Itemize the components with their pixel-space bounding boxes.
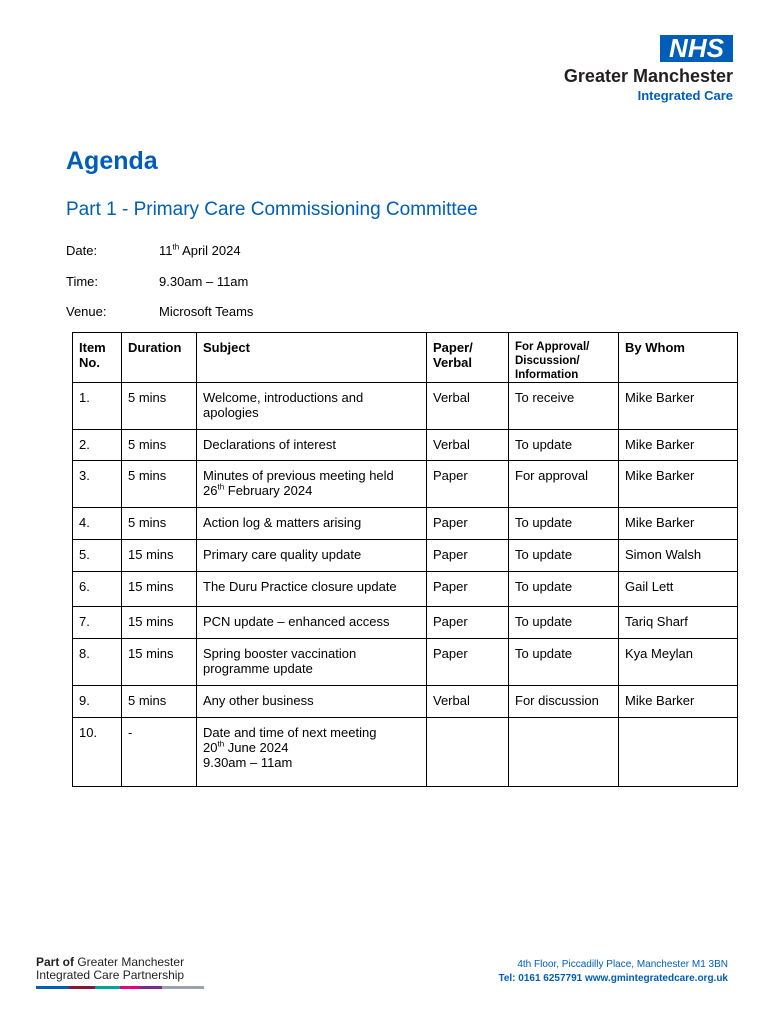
cell-whom xyxy=(619,718,738,787)
cell-subject: Declarations of interest xyxy=(197,430,427,461)
cell-duration: 15 mins xyxy=(122,540,197,572)
table-row xyxy=(73,639,738,686)
agenda-table xyxy=(72,332,738,787)
cell-paper: Paper xyxy=(427,540,509,572)
header-subject: Subject xyxy=(197,333,427,383)
cell-item-no: 8. xyxy=(73,639,122,686)
cell-item-no: 5. xyxy=(73,540,122,572)
cell-approval xyxy=(509,718,619,787)
cell-whom: Mike Barker xyxy=(619,430,738,461)
cell-approval: To update xyxy=(509,508,619,540)
header-duration: Duration xyxy=(122,333,197,383)
org-subname: Integrated Care xyxy=(637,88,733,103)
cell-duration: - xyxy=(122,718,197,787)
table-row xyxy=(73,383,738,430)
cell-duration: 15 mins xyxy=(122,607,197,639)
venue-label: Venue: xyxy=(66,304,107,319)
cell-subject: Primary care quality update xyxy=(197,540,427,572)
cell-whom: Simon Walsh xyxy=(619,540,738,572)
cell-duration: 5 mins xyxy=(122,430,197,461)
cell-approval: To update xyxy=(509,540,619,572)
page-subtitle: Part 1 - Primary Care Commissioning Committee xyxy=(66,199,478,220)
cell-paper: Paper xyxy=(427,607,509,639)
venue-value: Microsoft Teams xyxy=(159,304,254,319)
cell-subject: Date and time of next meeting 20th June 2024 9.30am – 11am xyxy=(197,718,427,787)
cell-subject: Action log & matters arising xyxy=(197,508,427,540)
page-title: Agenda xyxy=(66,147,158,175)
header-item-no: Item No. xyxy=(73,333,122,383)
cell-duration: 5 mins xyxy=(122,383,197,430)
cell-item-no: 3. xyxy=(73,461,122,508)
cell-duration: 5 mins xyxy=(122,686,197,718)
table-row xyxy=(73,718,738,787)
date-value: 11th April 2024 xyxy=(159,242,241,258)
cell-whom: Mike Barker xyxy=(619,686,738,718)
cell-paper: Paper xyxy=(427,508,509,540)
time-label: Time: xyxy=(66,274,99,289)
cell-duration: 5 mins xyxy=(122,508,197,540)
cell-item-no: 9. xyxy=(73,686,122,718)
cell-subject: Minutes of previous meeting held 26th February 2024 xyxy=(197,461,427,508)
org-name: Greater Manchester xyxy=(563,66,733,86)
cell-paper: Verbal xyxy=(427,383,509,430)
cell-paper: Paper xyxy=(427,639,509,686)
cell-item-no: 6. xyxy=(73,572,122,607)
cell-approval: To receive xyxy=(509,383,619,430)
table-row xyxy=(73,572,738,607)
footer-contact: Tel: 0161 6257791 www.gmintegratedcare.org.uk xyxy=(498,973,728,984)
cell-item-no: 4. xyxy=(73,508,122,540)
header-paper-verbal: Paper/ Verbal xyxy=(427,333,509,383)
footer-part-of: Part of Greater Manchester xyxy=(36,955,185,969)
nhs-logo: NHS xyxy=(660,35,733,62)
cell-item-no: 10. xyxy=(73,718,122,787)
table-row xyxy=(73,686,738,718)
cell-approval: For approval xyxy=(509,461,619,508)
cell-duration: 15 mins xyxy=(122,639,197,686)
cell-duration: 15 mins xyxy=(122,572,197,607)
header-approval: For Approval/ Discussion/ Information xyxy=(509,333,619,383)
cell-subject: Any other business xyxy=(197,686,427,718)
cell-whom: Tariq Sharf xyxy=(619,607,738,639)
table-header-row xyxy=(73,333,738,383)
cell-approval: For discussion xyxy=(509,686,619,718)
cell-whom: Mike Barker xyxy=(619,508,738,540)
cell-item-no: 7. xyxy=(73,607,122,639)
footer-address: 4th Floor, Piccadilly Place, Manchester M1 3BN xyxy=(517,959,728,970)
cell-subject: PCN update – enhanced access xyxy=(197,607,427,639)
cell-subject: The Duru Practice closure update xyxy=(197,572,427,607)
cell-approval: To update xyxy=(509,430,619,461)
table-row xyxy=(73,540,738,572)
cell-subject: Welcome, introductions and apologies xyxy=(197,383,427,430)
cell-whom: Kya Meylan xyxy=(619,639,738,686)
time-value: 9.30am – 11am xyxy=(159,274,249,289)
cell-duration: 5 mins xyxy=(122,461,197,508)
footer-partnership: Integrated Care Partnership xyxy=(36,968,185,982)
cell-paper xyxy=(427,718,509,787)
header-by-whom: By Whom xyxy=(619,333,738,383)
cell-item-no: 2. xyxy=(73,430,122,461)
cell-approval: To update xyxy=(509,572,619,607)
cell-paper: Verbal xyxy=(427,686,509,718)
cell-subject: Spring booster vaccination programme update xyxy=(197,639,427,686)
date-label: Date: xyxy=(66,243,98,258)
cell-paper: Paper xyxy=(427,461,509,508)
table-row xyxy=(73,430,738,461)
table-row xyxy=(73,461,738,508)
cell-whom: Mike Barker xyxy=(619,383,738,430)
cell-item-no: 1. xyxy=(73,383,122,430)
cell-whom: Mike Barker xyxy=(619,461,738,508)
cell-approval: To update xyxy=(509,607,619,639)
footer-colour-bar xyxy=(36,986,204,989)
cell-paper: Verbal xyxy=(427,430,509,461)
cell-whom: Gail Lett xyxy=(619,572,738,607)
table-row xyxy=(73,607,738,639)
table-row xyxy=(73,508,738,540)
cell-paper: Paper xyxy=(427,572,509,607)
cell-approval: To update xyxy=(509,639,619,686)
